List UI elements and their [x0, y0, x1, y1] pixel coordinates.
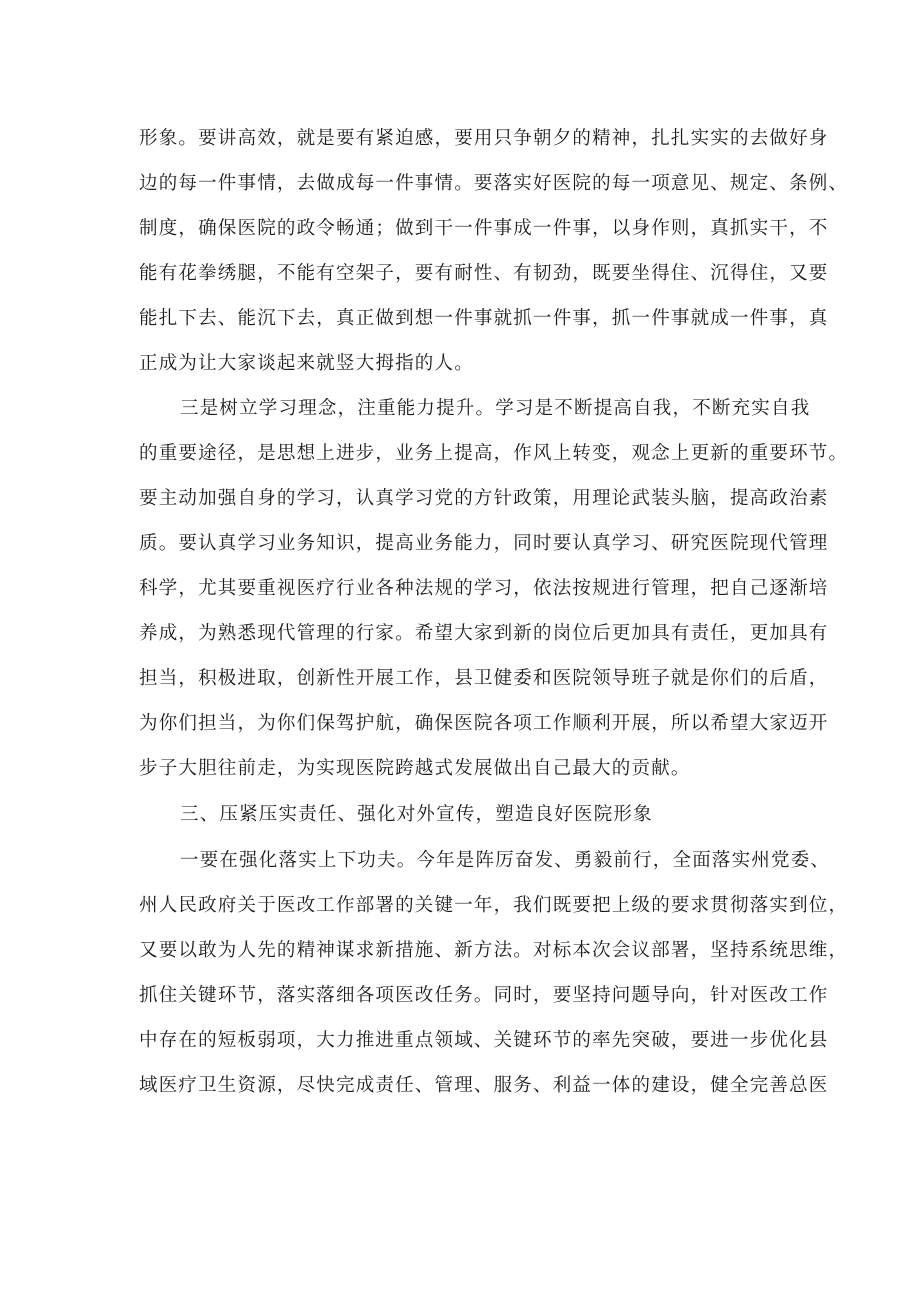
- text-line: 能扎下去、能沉下去，真正做到想一件事就抓一件事，抓一件事就成一件事，真: [139, 308, 829, 329]
- text-line: 要主动加强自身的学习，认真学习党的方针政策，用理论武装头脑，提高政治素: [139, 488, 829, 509]
- text-line: 又要以敢为人先的精神谋求新措施、新方法。对标本次会议部署，坚持系统思维，: [139, 940, 849, 961]
- text-line: 州人民政府关于医改工作部署的关键一年，我们既要把上级的要求贯彻落实到位，: [139, 895, 849, 916]
- text-line: 域医疗卫生资源，尽快完成责任、管理、服务、利益一体的建设，健全完善总医: [139, 1075, 829, 1096]
- text-line: 制度，确保医院的政令畅通；做到干一件事成一件事，以身作则，真抓实干，不: [139, 218, 829, 239]
- text-line: 形象。要讲高效，就是要有紧迫感，要用只争朝夕的精神，扎扎实实的去做好身: [139, 128, 829, 149]
- text-line: 能有花拳绣腿，不能有空架子，要有耐性、有韧劲，既要坐得住、沉得住，又要: [139, 263, 829, 284]
- text-line: 养成，为熟悉现代管理的行家。希望大家到新的岗位后更加具有责任，更加具有: [139, 623, 829, 644]
- paragraph-first-line: 一要在强化落实上下功夫。今年是阵厉奋发、勇毅前行，全面落实州党委、: [180, 850, 831, 871]
- text-line: 边的每一件事情，去做成每一件事情。要落实好医院的每一项意见、规定、条例、: [139, 173, 849, 194]
- text-line: 正成为让大家谈起来就竖大拇指的人。: [139, 353, 474, 374]
- text-line: 担当，积极进取，创新性开展工作，县卫健委和医院领导班子就是你们的后盾，: [139, 668, 829, 689]
- section-heading: 三、压紧压实责任、强化对外宣传，塑造良好医院形象: [180, 804, 653, 825]
- text-line: 抓住关键环节，落实落细各项医改任务。同时，要坚持问题导向，针对医改工作: [139, 985, 829, 1006]
- text-line: 步子大胆往前走，为实现医院跨越式发展做出自己最大的贡献。: [139, 758, 691, 779]
- paragraph-first-line: 三是树立学习理念，注重能力提升。学习是不断提高自我，不断充实自我: [180, 398, 811, 419]
- text-line: 的重要途径，是思想上进步，业务上提高，作风上转变，观念上更新的重要环节。: [139, 443, 849, 464]
- text-line: 中存在的短板弱项，大力推进重点领域、关键环节的率先突破，要进一步优化县: [139, 1030, 829, 1051]
- text-line: 质。要认真学习业务知识，提高业务能力，同时要认真学习、研究医院现代管理: [139, 533, 829, 554]
- text-line: 科学，尤其要重视医疗行业各种法规的学习，依法按规进行管理，把自己逐渐培: [139, 578, 829, 599]
- text-line: 为你们担当，为你们保驾护航，确保医院各项工作顺利开展，所以希望大家迈开: [139, 713, 829, 734]
